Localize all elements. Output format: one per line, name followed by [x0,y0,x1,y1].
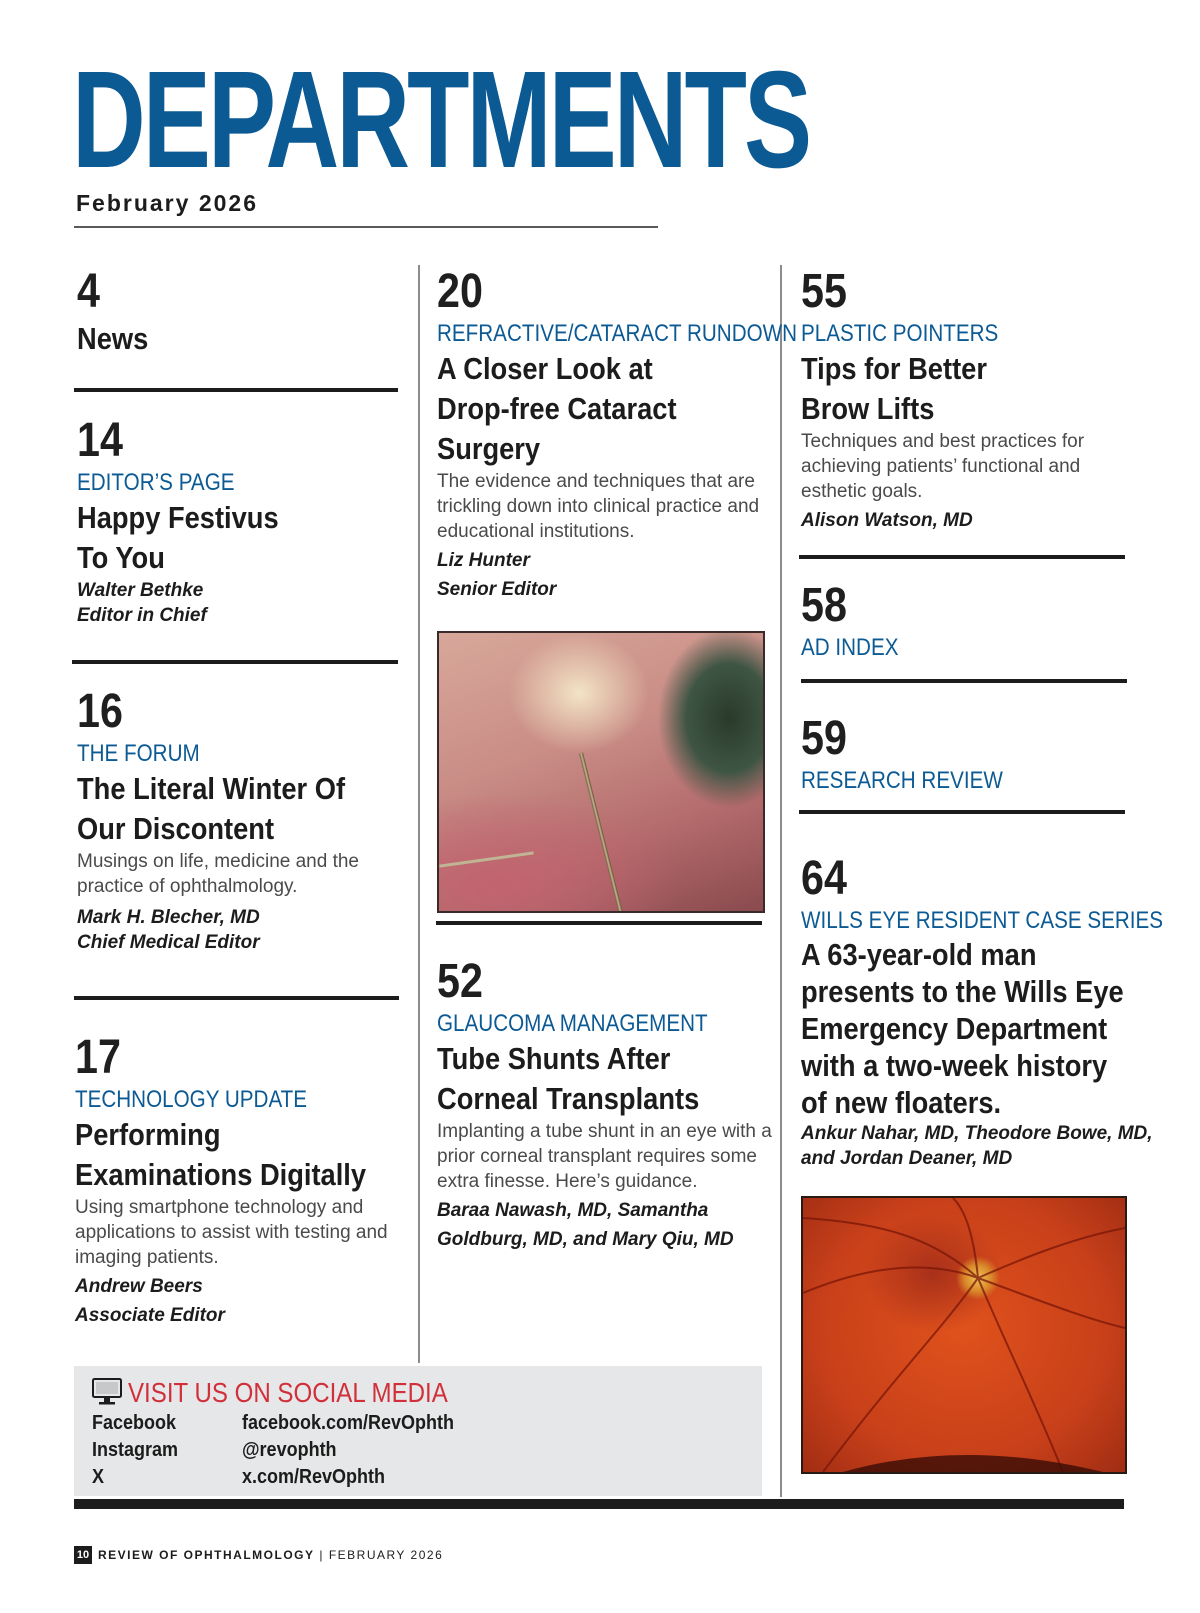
toc-entry-news[interactable] [77,265,158,359]
byline: and Jordan Deaner, MD [801,1148,1013,1169]
title-divider [74,226,658,228]
byline-title: Senior Editor [437,579,557,600]
byline: Liz Hunter [437,550,530,571]
headline: Brow Lifts [801,391,935,426]
retinal-vessels [803,1198,1125,1472]
section-divider [74,996,399,1000]
toc-entry-editors-page[interactable] [77,414,306,628]
page-number: 58 [801,579,847,632]
dek: educational institutions. [437,521,635,542]
dek: extra finesse. Here’s guidance. [437,1171,698,1192]
byline: Goldburg, MD, and Mary Qiu, MD [437,1229,734,1250]
headline: News [77,321,149,356]
social-platform-instagram: Instagram [92,1439,179,1461]
social-link-x[interactable]: x.com/RevOphth [242,1466,386,1488]
toc-entry-ad-index[interactable] [801,579,914,663]
dek: practice of ophthalmology. [77,876,298,897]
section-divider [74,388,398,392]
monitor-icon [92,1378,122,1406]
toc-entry-research-review[interactable] [801,712,1036,796]
byline: Alison Watson, MD [801,510,973,531]
byline: Mark H. Blecher, MD [77,907,260,928]
folio-separator: | [319,1548,324,1562]
dek: Musings on life, medicine and the [77,851,359,872]
bottom-rule [74,1499,1124,1509]
headline: Performing [75,1117,221,1152]
page-number: 52 [437,955,483,1008]
department-label: REFRACTIVE/CATARACT RUNDOWN [437,320,798,347]
dek: achieving patients’ functional and [801,456,1081,477]
department-label: TECHNOLOGY UPDATE [75,1086,308,1113]
social-link-facebook[interactable]: facebook.com/RevOphth [242,1412,455,1434]
section-divider [799,555,1125,559]
department-label: GLAUCOMA MANAGEMENT [437,1010,708,1037]
headline: A 63-year-old man [801,937,1037,972]
department-label: AD INDEX [801,634,899,661]
byline-title: Chief Medical Editor [77,932,260,953]
dek: trickling down into clinical practice and [437,496,760,517]
publication-name: REVIEW OF OPHTHALMOLOGY [98,1548,315,1562]
dek: prior corneal transplant requires some [437,1146,757,1167]
column-divider-1 [418,265,420,1363]
byline: Andrew Beers [75,1276,203,1297]
page-number: 59 [801,712,847,765]
page-number: 4 [77,265,100,318]
headline: Corneal Transplants [437,1081,700,1116]
toc-entry-the-forum[interactable] [77,685,382,955]
dek: imaging patients. [75,1247,219,1268]
headline: Surgery [437,431,541,466]
headline: To You [77,540,165,575]
social-link-instagram[interactable]: @revophth [242,1439,337,1461]
dek: applications to assist with testing and [75,1222,388,1243]
headline: A Closer Look at [437,351,653,386]
byline: Ankur Nahar, MD, Theodore Bowe, MD, [801,1123,1153,1144]
page-number: 17 [75,1031,121,1084]
department-label: WILLS EYE RESIDENT CASE SERIES [801,907,1164,934]
surgery-eye-photo [437,631,765,913]
toc-entry-wills-eye-case-series[interactable] [801,852,1200,1171]
headline: Emergency Department [801,1011,1108,1046]
page-title: DEPARTMENTS [72,43,810,197]
dek: The evidence and techniques that are [437,471,755,492]
social-media-heading: VISIT US ON SOCIAL MEDIA [128,1377,448,1408]
toc-entry-glaucoma-management[interactable] [437,955,772,1252]
toc-entry-plastic-pointers[interactable] [801,265,1084,533]
headline: with a two-week history [801,1048,1108,1083]
page-number: 55 [801,265,847,318]
byline-title: Associate Editor [75,1305,225,1326]
headline: Tube Shunts After [437,1041,671,1076]
toc-entry-technology-update[interactable] [75,1031,406,1328]
page-number: 64 [801,852,847,905]
headline: The Literal Winter Of [77,771,346,806]
headline: Drop-free Cataract [437,391,677,426]
section-divider [799,810,1125,814]
section-divider [801,679,1127,683]
byline: Baraa Nawash, MD, Samantha [437,1200,709,1221]
headline: Examinations Digitally [75,1157,367,1192]
dek: Using smartphone technology and [75,1197,364,1218]
page-number: 16 [77,685,123,738]
headline: of new floaters. [801,1085,1002,1120]
folio-issue: FEBRUARY 2026 [328,1548,444,1562]
page-number: 14 [77,414,123,467]
social-platform-x: X [92,1466,105,1488]
dek: esthetic goals. [801,481,923,502]
section-divider [72,660,398,664]
headline: Tips for Better [801,351,987,386]
folio-line [98,1546,443,1564]
needle-detail [579,753,626,913]
byline-title: Editor in Chief [77,605,207,626]
department-label: EDITOR’S PAGE [77,469,235,496]
department-label: RESEARCH REVIEW [801,767,1003,794]
folio-page-number: 10 [74,1546,92,1564]
section-divider [436,921,762,925]
dek: Implanting a tube shunt in an eye with a [437,1121,772,1142]
dek: Techniques and best practices for [801,431,1085,452]
retina-fundus-photo [801,1196,1127,1474]
department-label: THE FORUM [77,740,200,767]
issue-date: February 2026 [76,190,258,216]
headline: presents to the Wills Eye [801,974,1124,1009]
toc-entry-refractive-cataract-rundown[interactable] [437,265,856,602]
suture-detail [439,851,533,867]
department-label: PLASTIC POINTERS [801,320,999,347]
byline: Walter Bethke [77,580,204,601]
page-number: 20 [437,265,483,318]
headline: Our Discontent [77,811,275,846]
social-platform-facebook: Facebook [92,1412,177,1434]
headline: Happy Festivus [77,500,279,535]
